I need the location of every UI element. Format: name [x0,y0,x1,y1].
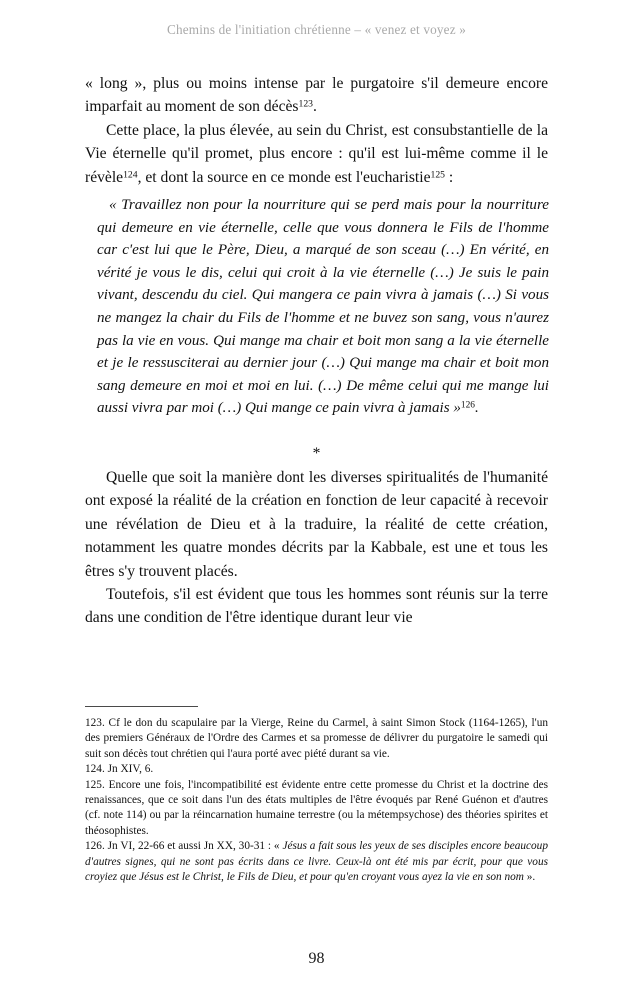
paragraph-text-c: : [444,168,454,186]
footnote-marker-123[interactable]: 123 [298,98,313,110]
page-number: 98 [308,950,325,967]
running-head: Chemins de l'initiation chrétienne – « venez et voyez » [166,22,466,37]
footnote-quotation: Jésus a fait sous les yeux de ses disciples encore beaucoup d'autres signes, qui ne sont pas écrits dans ce livre. Ceux-là ont été mis par écrit, pour que vous croyiez que Jésus est le Christ, le Fils de Dieu, et pour qu'en croyant vous ayez la vie en son nom [85,840,548,884]
footnote-separator-rule [85,706,198,707]
paragraph-continuation [85,72,548,119]
footnote-number: 125. [85,778,105,791]
footnote-number: 126. [85,840,105,853]
paragraph-cette-place [85,119,548,189]
paragraph-punctuation: . [312,98,317,116]
footnote-reference: Jn VI, 22-66 et aussi Jn XX, 30-31 : « [104,840,283,853]
footnote-closing: ». [523,871,536,884]
footnote-126 [85,839,548,885]
footnote-marker-124[interactable]: 124 [123,168,138,180]
paragraph-text-b: , et dont la source en ce monde est l'eucharistie [137,168,431,186]
asterisk-divider: * [312,444,321,462]
footnotes-section [85,706,548,885]
quotation-text: « Travaillez non pour la nourriture qui se perd mais pour la nourriture qui demeure en vie éternelle, celle que vous donnera le Fils de l'homme car c'est lui que le Père, Dieu, a marqué de son sceau (…) En vérité, en vérité je vous le dis, celui qui croit à la vie éternelle (…) Je suis le pain vivant, descendu du ciel. Qui mangera ce pain vivra à jamais (…) Si vous ne mangez la chair du Fils de l'homme et ne buvez son sang, vous n'aurez pas la vie en vous. Qui mange ma chair et boit mon sang a la vie éternelle et je le ressusciterai au dernier jour (…) Qui mange ma chair et boit mon sang demeure en moi et moi en lui. (…) De même celui qui me mange lui aussi vivra par moi (…) Qui mange ce pain vivra à jamais » [97,197,549,417]
paragraph-text-a: Cette place, la plus élevée, au sein du Christ, est consubstantielle de la Vie éternelle qu'il promet, plus encore : qu'il est lui-même comme il le révèle [85,121,548,186]
footnote-123 [85,716,548,762]
paragraph-quelle-que-soit: Quelle que soit la manière dont les diverses spiritualités de l'humanité ont exposé la réalité de la création en fonction de leur capacité à recevoir une révélation de Dieu et à la traduire, la réalité de cette création, notamment les quatre mondes décrits par la Kabbale, est une et tous les êtres s'y trouvent placés. [85,468,548,580]
footnote-number: 123. [85,717,105,729]
footnote-125 [85,778,548,840]
body-text-column [85,72,548,630]
quotation-punctuation: . [474,400,479,417]
quotation-paragraph [97,194,549,420]
footnote-text: Encore une fois, l'incompatibilité est évidente entre cette promesse du Christ et la doctrine des renaissances, que ce soit dans l'un des états multiples de l'être évoqués par René Guénon et d'autres (cf. note 114) ou par la réincarnation humaine terrestre (ou la métempsychose) des théories spirites et théosophistes. [85,778,548,837]
footnote-text: Jn XIV, 6. [104,763,154,776]
footnote-marker-126[interactable]: 126 [460,400,475,411]
footnote-number: 124. [85,763,105,776]
footnote-124 [85,762,548,777]
paragraph-toutefois: Toutefois, s'il est évident que tous les hommes sont réunis sur la terre dans une condition de l'être identique durant leur vie [85,586,548,627]
footnote-text: Cf le don du scapulaire par la Vierge, Reine du Carmel, à saint Simon Stock (1164-1265), l'un des premiers Généraux de l'Ordre des Carmes et sa promesse de délivrer du purgatoire le samedi qui suit son décès tout chrétien qui l'aura porté avec piété durant sa vie. [85,717,548,760]
paragraph-text: « long », plus ou moins intense par le purgatoire s'il demeure encore imparfait au moment de son décès [85,75,548,116]
scripture-quotation [97,194,549,420]
footnote-marker-125[interactable]: 125 [430,168,445,180]
